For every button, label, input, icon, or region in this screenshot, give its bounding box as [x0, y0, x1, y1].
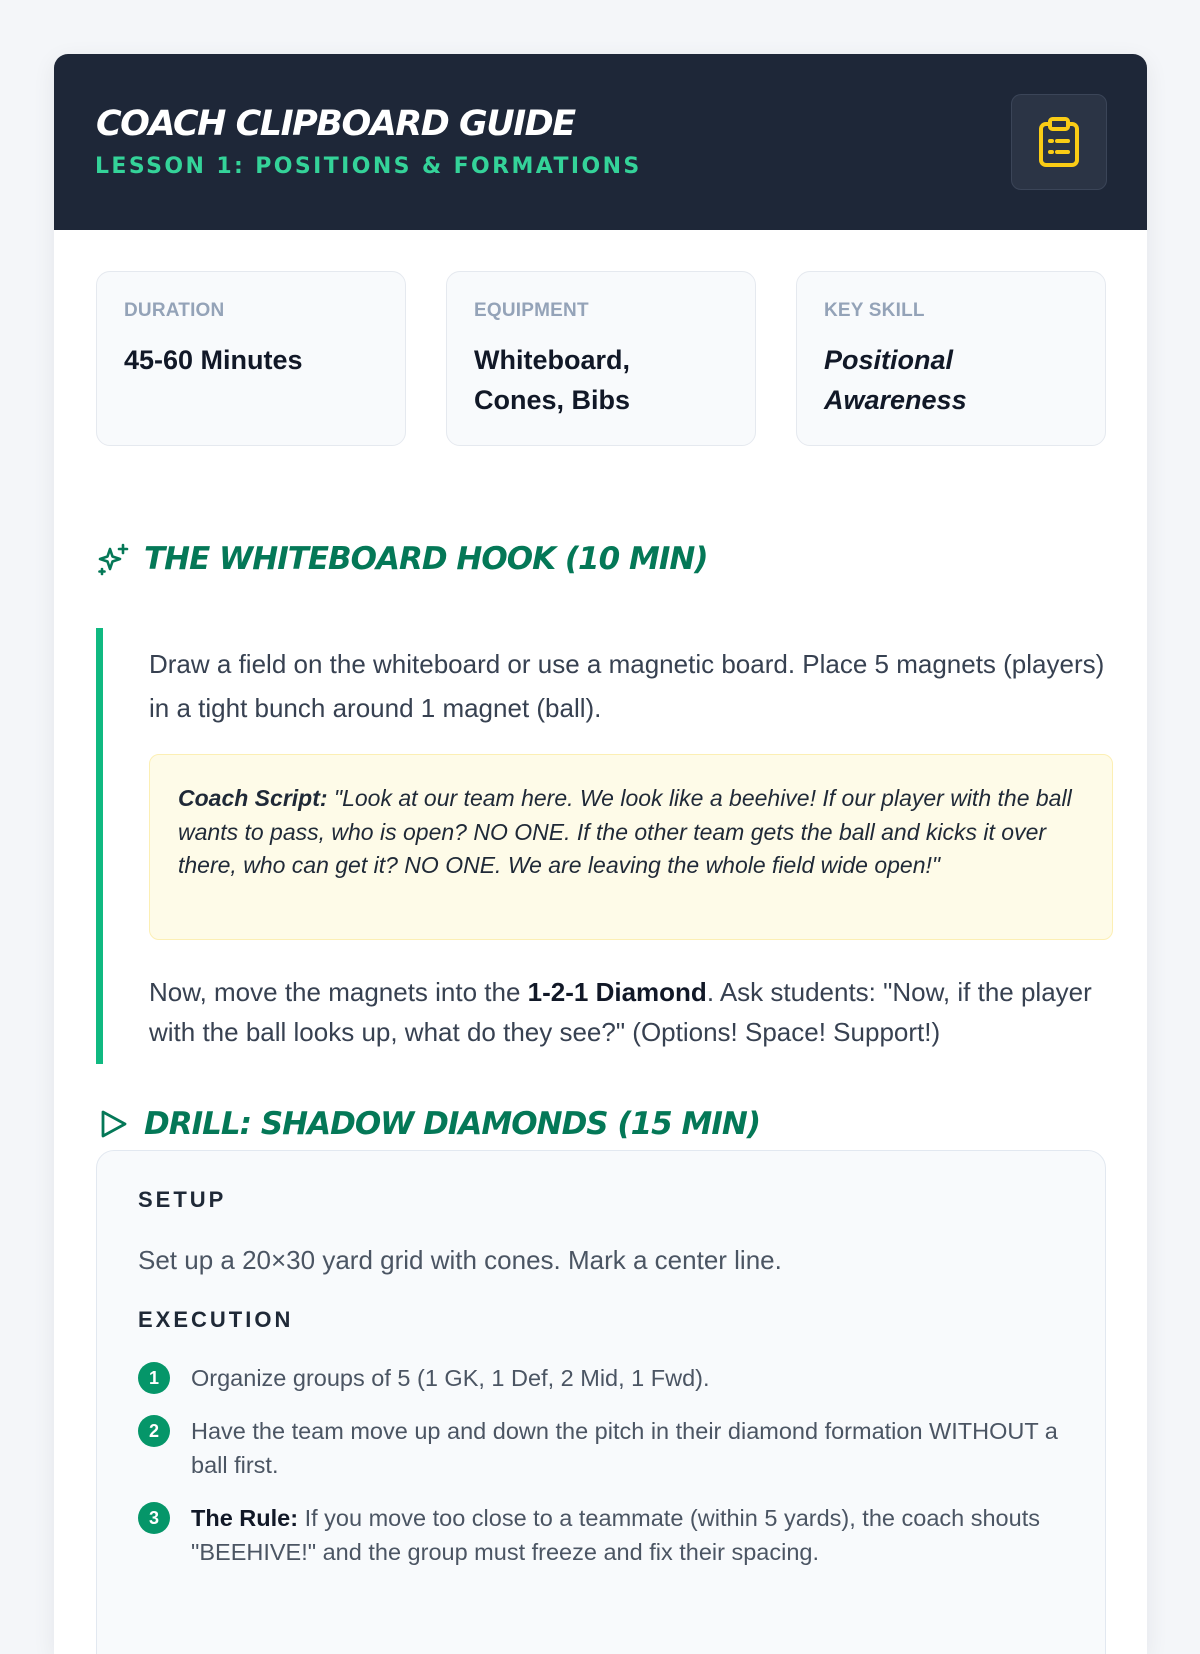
setup-text: Set up a 20×30 yard grid with cones. Mark a center line. — [138, 1245, 782, 1275]
info-label: EQUIPMENT — [474, 300, 589, 321]
page-title: COACH CLIPBOARD GUIDE — [96, 104, 575, 144]
section-title: DRILL: SHADOW DIAMONDS (15 MIN) — [144, 1106, 761, 1142]
step-text: Have the team move up and down the pitch in their diamond formation WITHOUT a ball first. — [191, 1418, 1058, 1478]
setup-heading: SETUP — [138, 1187, 227, 1212]
lesson-subtitle: LESSON 1: POSITIONS & FORMATIONS — [95, 154, 642, 179]
info-card-equipment — [446, 271, 756, 446]
info-value: 45-60 Minutes — [124, 345, 303, 375]
step-text: If you move too close to a teammate (within 5 yards), the coach shouts "BEEHIVE!" and the group must freeze and fix their spacing. — [191, 1505, 1040, 1565]
followup-text: . Ask students: "Now, if the player with the ball looks up, what do they see?" (Options! Space! Support!) — [149, 977, 1092, 1047]
hook-section-header — [96, 537, 707, 581]
info-label: KEY SKILL — [824, 300, 925, 321]
hook-section — [96, 628, 1106, 1064]
script-label: Coach Script: — [178, 785, 328, 811]
info-value: Whiteboard, Cones, Bibs — [474, 345, 631, 415]
step-number-badge: 3 — [138, 1502, 170, 1534]
hook-followup — [149, 972, 1113, 1052]
clipboard-icon — [1037, 116, 1081, 168]
clipboard-button[interactable] — [1011, 94, 1107, 190]
execution-steps — [138, 1361, 1078, 1588]
drill-section-header — [96, 1102, 760, 1146]
hook-intro: Draw a field on the whiteboard or use a magnetic board. Place 5 magnets (players) in a tight bunch around 1 magnet (ball). — [149, 649, 1105, 723]
section-title: THE WHITEBOARD HOOK (10 MIN) — [144, 541, 708, 577]
formation-name: 1-2-1 Diamond — [527, 977, 707, 1007]
step-number-badge: 1 — [138, 1362, 170, 1394]
list-item — [138, 1361, 1078, 1395]
lesson-card — [54, 54, 1147, 1654]
lesson-info-row — [96, 271, 1106, 446]
info-value: Positional Awareness — [824, 345, 967, 415]
coach-script-callout — [149, 754, 1113, 940]
info-card-key-skill — [796, 271, 1106, 446]
script-text: "Look at our team here. We look like a beehive! If our player with the ball wants to pass, who is open? NO ONE. If the other team gets the ball and kicks it over there, who can get it? NO ONE. We are leaving the whole field wide open!" — [178, 785, 1072, 878]
list-item — [138, 1414, 1078, 1482]
execution-heading: EXECUTION — [138, 1307, 294, 1332]
drill-card — [96, 1150, 1106, 1654]
step-text: Organize groups of 5 (1 GK, 1 Def, 2 Mid, 1 Fwd). — [191, 1365, 710, 1391]
list-item — [138, 1501, 1078, 1569]
info-card-duration — [96, 271, 406, 446]
play-icon — [96, 1107, 130, 1141]
followup-text: Now, move the magnets into the — [149, 977, 528, 1007]
step-number-badge: 2 — [138, 1415, 170, 1447]
lesson-header — [54, 54, 1147, 230]
sparkles-icon — [96, 542, 130, 576]
info-label: DURATION — [124, 300, 225, 321]
step-rule-label: The Rule: — [191, 1505, 299, 1531]
